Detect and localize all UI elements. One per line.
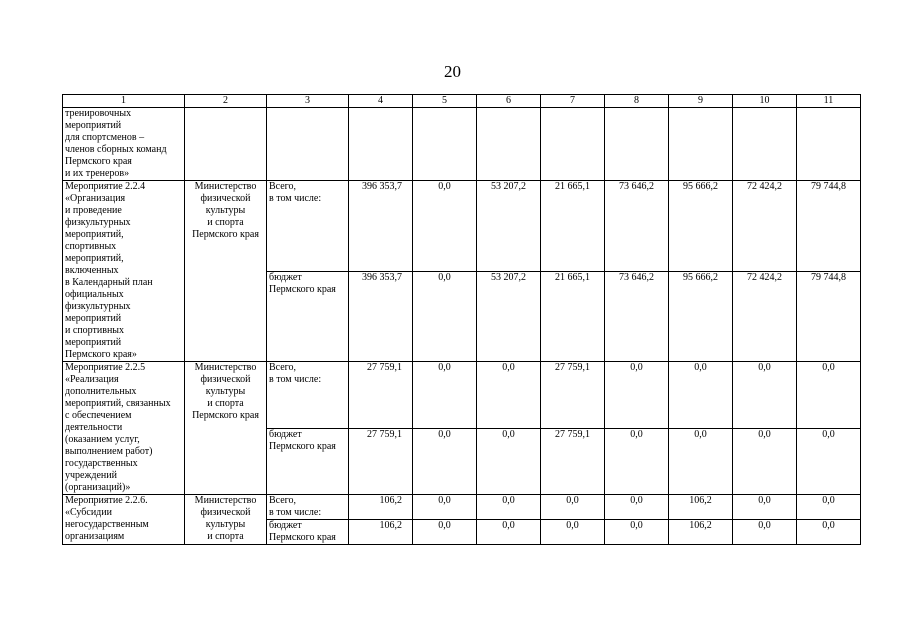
- empty-cell: [605, 108, 669, 181]
- ministry-line: Министерство: [194, 495, 257, 506]
- budget-value: 53 207,2: [477, 271, 541, 362]
- budget-label-line: бюджет: [269, 428, 302, 440]
- measure-title-line: и проведение: [65, 205, 122, 216]
- measure-title-line: физкультурных: [65, 217, 131, 228]
- empty-cell: [797, 108, 861, 181]
- measure-title-line: учреждений: [65, 470, 117, 481]
- measure-total-row: [63, 181, 861, 272]
- empty-cell: [669, 108, 733, 181]
- budget-value: 73 646,2: [605, 271, 669, 362]
- measure-title-cell: [63, 362, 185, 495]
- budget-value: 21 665,1: [541, 271, 605, 362]
- total-value: 72 424,2: [733, 181, 797, 272]
- budget-value: 0,0: [797, 428, 861, 495]
- budget-value: 27 759,1: [541, 428, 605, 495]
- measure-title-cell: [63, 495, 185, 545]
- ministry-line: Министерство: [194, 181, 257, 192]
- measure-title-line: мероприятий,: [65, 253, 124, 264]
- total-value: 0,0: [669, 362, 733, 429]
- total-value: 0,0: [477, 495, 541, 520]
- measure-title-line: Мероприятие 2.2.6.: [65, 495, 148, 506]
- empty-cell: [185, 108, 267, 181]
- ministry-line: физической: [200, 374, 251, 385]
- total-value: 0,0: [413, 181, 477, 272]
- total-value: 0,0: [797, 362, 861, 429]
- measure-title-line: деятельности: [65, 422, 123, 433]
- measure-title-line: мероприятий: [65, 120, 122, 131]
- total-label-line: в том числе:: [269, 193, 322, 204]
- budget-value: 396 353,7: [349, 271, 413, 362]
- budget-label-cell: [267, 520, 349, 545]
- measure-title-line: и спортивных: [65, 325, 125, 336]
- total-value: 73 646,2: [605, 181, 669, 272]
- measure-title-cell: [63, 108, 185, 181]
- budget-value: 72 424,2: [733, 271, 797, 362]
- measure-title-line: Пермского края»: [65, 349, 137, 360]
- column-header: 5: [413, 95, 477, 108]
- ministry-line: и спорта: [207, 398, 244, 409]
- empty-cell: [733, 108, 797, 181]
- measure-title-line: Мероприятие 2.2.4: [65, 181, 146, 192]
- budget-label-line: Пермского края: [269, 440, 336, 452]
- ministry-cell: [185, 495, 267, 545]
- measure-title-line: «Реализация: [65, 374, 119, 385]
- measure-title-line: мероприятий,: [65, 229, 124, 240]
- measure-title-line: мероприятий: [65, 337, 122, 348]
- measure-title-line: мероприятий, связанных: [65, 398, 171, 409]
- budget-value: 27 759,1: [349, 428, 413, 495]
- measure-title-line: Пермского края: [65, 156, 132, 167]
- budget-value: 0,0: [413, 428, 477, 495]
- total-value: 396 353,7: [349, 181, 413, 272]
- ministry-line: Министерство: [194, 362, 257, 373]
- measure-title-line: для спортсменов –: [65, 132, 145, 143]
- budget-value: 0,0: [733, 428, 797, 495]
- budget-value: 106,2: [349, 520, 413, 545]
- total-value: 79 744,8: [797, 181, 861, 272]
- total-value: 0,0: [477, 362, 541, 429]
- total-value: 0,0: [797, 495, 861, 520]
- measure-title-line: и их тренеров»: [65, 168, 130, 179]
- budget-value: 95 666,2: [669, 271, 733, 362]
- budget-value: 79 744,8: [797, 271, 861, 362]
- measure-title-line: организациям: [65, 531, 125, 542]
- column-header: 8: [605, 95, 669, 108]
- budget-value: 0,0: [733, 520, 797, 545]
- ministry-line: Пермского края: [192, 410, 259, 421]
- column-header: 3: [267, 95, 349, 108]
- column-header: 10: [733, 95, 797, 108]
- budget-value: 0,0: [669, 428, 733, 495]
- total-value: 95 666,2: [669, 181, 733, 272]
- measure-total-row: [63, 362, 861, 429]
- measure-title-line: государственных: [65, 458, 138, 469]
- ministry-line: физической: [200, 193, 251, 204]
- total-value: 27 759,1: [349, 362, 413, 429]
- ministry-line: физической: [200, 507, 251, 518]
- page-number: 20: [444, 62, 461, 81]
- total-value: 21 665,1: [541, 181, 605, 272]
- budget-table: [62, 94, 861, 545]
- total-value: 0,0: [605, 495, 669, 520]
- budget-label-line: Пермского края: [269, 532, 336, 543]
- measure-total-row: [63, 495, 861, 520]
- budget-value: 0,0: [541, 520, 605, 545]
- budget-label-cell: [267, 271, 349, 362]
- measure-title-line: мероприятий: [65, 313, 122, 324]
- total-label-line: в том числе:: [269, 507, 322, 518]
- budget-value: 0,0: [605, 428, 669, 495]
- continuation-row: [63, 108, 861, 181]
- total-label-cell: [267, 181, 349, 272]
- budget-label-line: Пермского края: [269, 283, 336, 295]
- budget-value: 0,0: [477, 520, 541, 545]
- column-header: 1: [63, 95, 185, 108]
- total-label-line: Всего,: [269, 181, 297, 192]
- column-header: 11: [797, 95, 861, 108]
- empty-cell: [413, 108, 477, 181]
- ministry-line: культуры: [205, 519, 246, 530]
- empty-cell: [267, 108, 349, 181]
- measure-title-line: Мероприятие 2.2.5: [65, 362, 146, 373]
- measure-title-line: «Субсидии: [65, 507, 112, 518]
- total-value: 27 759,1: [541, 362, 605, 429]
- measure-title-line: негосударственным: [65, 519, 149, 530]
- budget-value: 0,0: [477, 428, 541, 495]
- column-header: 6: [477, 95, 541, 108]
- total-label-cell: [267, 495, 349, 520]
- measure-title-line: «Организация: [65, 193, 126, 204]
- budget-label-line: бюджет: [269, 520, 302, 531]
- total-value: 106,2: [349, 495, 413, 520]
- measure-title-line: в Календарный план: [65, 277, 153, 288]
- ministry-line: культуры: [205, 205, 246, 216]
- ministry-cell: [185, 181, 267, 362]
- total-value: 0,0: [605, 362, 669, 429]
- budget-label-cell: [267, 428, 349, 495]
- ministry-line: Пермского края: [192, 229, 259, 240]
- total-value: 0,0: [733, 495, 797, 520]
- measure-title-line: включенных: [65, 265, 119, 276]
- measure-title-line: членов сборных команд: [65, 144, 167, 155]
- total-value: 0,0: [541, 495, 605, 520]
- column-header: 7: [541, 95, 605, 108]
- total-label-line: Всего,: [269, 495, 297, 506]
- measure-title-line: с обеспечением: [65, 410, 132, 421]
- measure-title-line: тренировочных: [65, 108, 132, 119]
- measure-title-cell: [63, 181, 185, 362]
- total-value: 106,2: [669, 495, 733, 520]
- budget-value: 0,0: [413, 520, 477, 545]
- measure-title-line: физкультурных: [65, 301, 131, 312]
- measure-title-line: спортивных: [65, 241, 117, 252]
- measure-title-line: (оказанием услуг,: [65, 434, 140, 445]
- measure-title-line: дополнительных: [65, 386, 137, 397]
- budget-value: 0,0: [413, 271, 477, 362]
- header-row: [63, 95, 861, 108]
- ministry-line: и спорта: [207, 531, 244, 542]
- total-label-line: Всего,: [269, 362, 297, 373]
- total-label-line: в том числе:: [269, 374, 322, 385]
- measure-title-line: (организаций)»: [65, 482, 131, 493]
- budget-value: 0,0: [797, 520, 861, 545]
- total-value: 0,0: [733, 362, 797, 429]
- total-value: 0,0: [413, 362, 477, 429]
- measure-title-line: выполнением работ): [65, 446, 153, 457]
- empty-cell: [541, 108, 605, 181]
- ministry-line: культуры: [205, 386, 246, 397]
- column-header: 9: [669, 95, 733, 108]
- ministry-line: и спорта: [207, 217, 244, 228]
- budget-value: 0,0: [605, 520, 669, 545]
- total-value: 53 207,2: [477, 181, 541, 272]
- budget-value: 106,2: [669, 520, 733, 545]
- column-header: 2: [185, 95, 267, 108]
- empty-cell: [349, 108, 413, 181]
- empty-cell: [477, 108, 541, 181]
- ministry-cell: [185, 362, 267, 495]
- budget-label-line: бюджет: [269, 271, 302, 283]
- column-header: 4: [349, 95, 413, 108]
- total-label-cell: [267, 362, 349, 429]
- total-value: 0,0: [413, 495, 477, 520]
- measure-title-line: официальных: [65, 289, 124, 300]
